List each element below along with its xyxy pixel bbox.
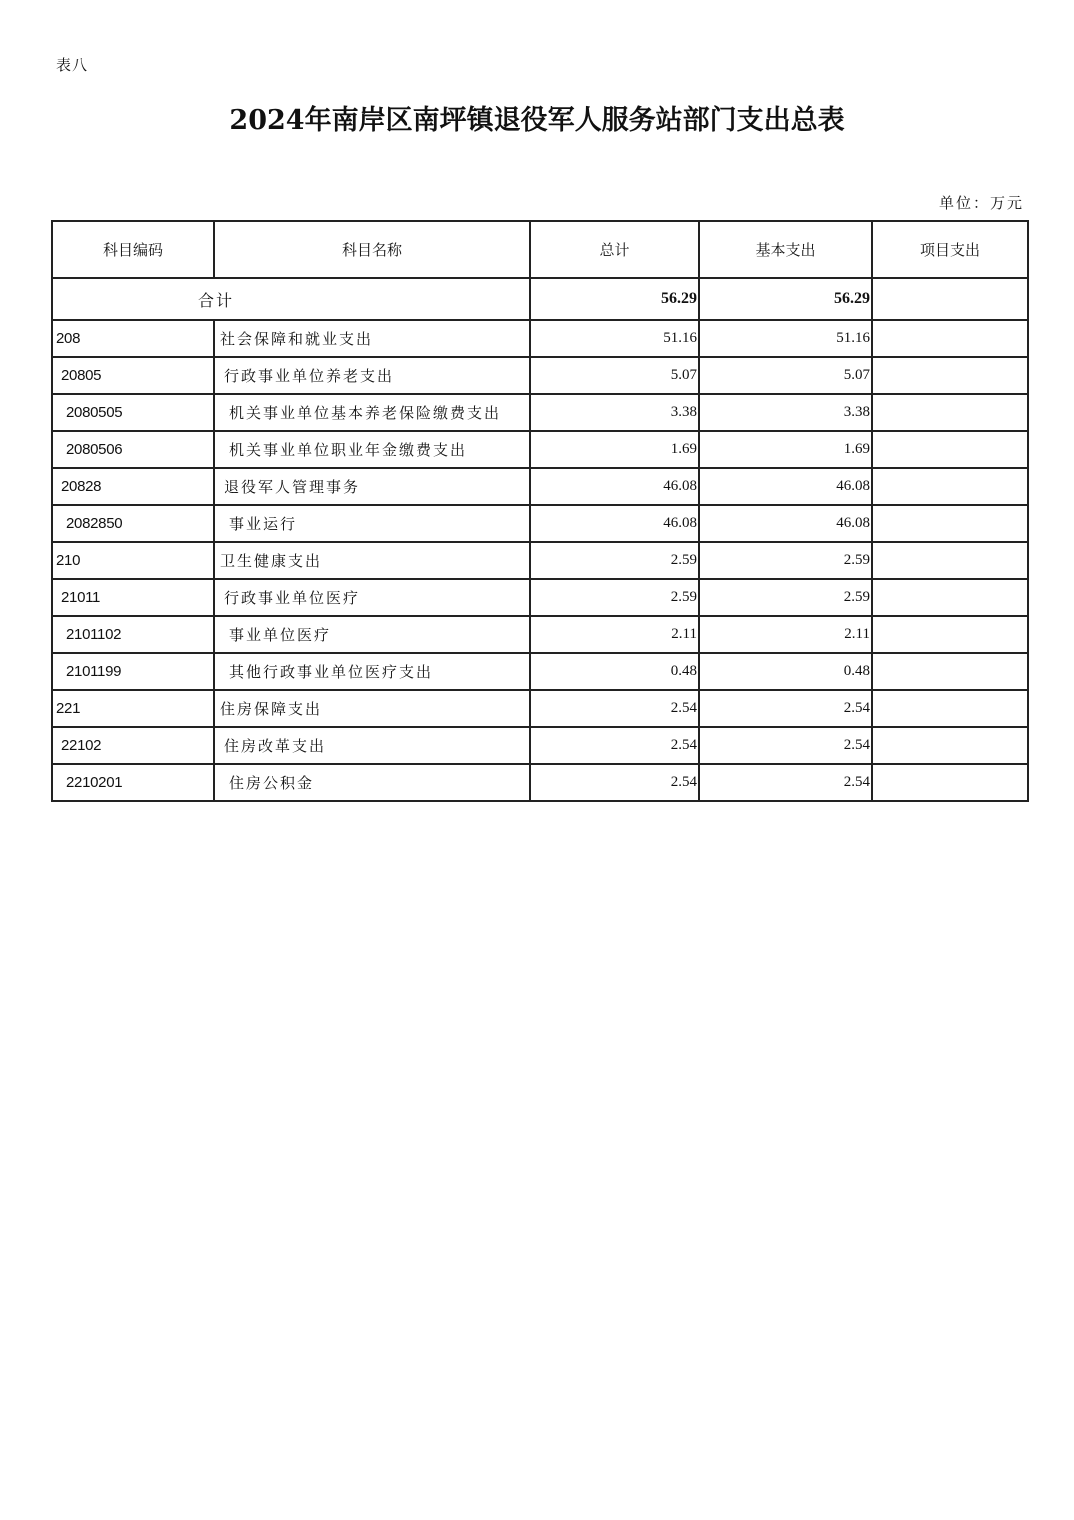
table-row <box>52 690 1028 727</box>
row-name: 住房公积金 <box>214 764 530 801</box>
table-row <box>52 653 1028 690</box>
row-total: 2.59 <box>530 579 699 616</box>
row-code: 21011 <box>52 579 214 616</box>
row-basic: 46.08 <box>699 468 872 505</box>
row-total: 51.16 <box>530 320 699 357</box>
row-code: 210 <box>52 542 214 579</box>
total-total-value: 56.29 <box>530 278 699 320</box>
row-basic: 5.07 <box>699 357 872 394</box>
row-project <box>872 727 1028 764</box>
row-basic: 2.59 <box>699 579 872 616</box>
row-code: 20805 <box>52 357 214 394</box>
row-name: 退役军人管理事务 <box>214 468 530 505</box>
row-total: 46.08 <box>530 468 699 505</box>
header-code: 科目编码 <box>52 221 214 278</box>
total-basic-value: 56.29 <box>699 278 872 320</box>
row-name: 社会保障和就业支出 <box>214 320 530 357</box>
row-total: 2.54 <box>530 727 699 764</box>
table-row <box>52 431 1028 468</box>
row-project <box>872 764 1028 801</box>
row-total: 2.54 <box>530 690 699 727</box>
row-name: 其他行政事业单位医疗支出 <box>214 653 530 690</box>
row-code: 2080506 <box>52 431 214 468</box>
row-basic: 2.54 <box>699 727 872 764</box>
row-basic: 2.54 <box>699 690 872 727</box>
table-row <box>52 616 1028 653</box>
row-name: 卫生健康支出 <box>214 542 530 579</box>
row-total: 3.38 <box>530 394 699 431</box>
row-project <box>872 431 1028 468</box>
header-row <box>52 221 1028 278</box>
table-row <box>52 394 1028 431</box>
row-total: 2.59 <box>530 542 699 579</box>
header-total: 总计 <box>530 221 699 278</box>
total-label: 合计 <box>52 278 530 320</box>
row-basic: 2.54 <box>699 764 872 801</box>
page-title: 2024年南岸区南坪镇退役军人服务站部门支出总表 <box>229 105 845 136</box>
row-code: 2101102 <box>52 616 214 653</box>
row-name: 机关事业单位基本养老保险缴费支出 <box>214 394 530 431</box>
row-project <box>872 653 1028 690</box>
row-name: 住房改革支出 <box>214 727 530 764</box>
row-code: 22102 <box>52 727 214 764</box>
row-code: 2080505 <box>52 394 214 431</box>
row-code: 20828 <box>52 468 214 505</box>
row-code: 2210201 <box>52 764 214 801</box>
row-code: 221 <box>52 690 214 727</box>
row-project <box>872 320 1028 357</box>
table-row <box>52 764 1028 801</box>
row-basic: 46.08 <box>699 505 872 542</box>
table-row <box>52 357 1028 394</box>
row-project <box>872 505 1028 542</box>
row-project <box>872 542 1028 579</box>
row-name: 机关事业单位职业年金缴费支出 <box>214 431 530 468</box>
row-project <box>872 468 1028 505</box>
row-total: 5.07 <box>530 357 699 394</box>
row-total: 2.54 <box>530 764 699 801</box>
row-total: 46.08 <box>530 505 699 542</box>
row-project <box>872 579 1028 616</box>
row-project <box>872 616 1028 653</box>
total-project-value <box>872 278 1028 320</box>
header-project: 项目支出 <box>872 221 1028 278</box>
table-number-label: 表八 <box>56 56 89 74</box>
row-basic: 2.59 <box>699 542 872 579</box>
row-code: 2101199 <box>52 653 214 690</box>
row-basic: 2.11 <box>699 616 872 653</box>
row-name: 事业单位医疗 <box>214 616 530 653</box>
row-basic: 0.48 <box>699 653 872 690</box>
row-code: 2082850 <box>52 505 214 542</box>
row-basic: 1.69 <box>699 431 872 468</box>
row-project <box>872 394 1028 431</box>
row-basic: 51.16 <box>699 320 872 357</box>
unit-label: 单位：万元 <box>938 194 1024 212</box>
row-name: 事业运行 <box>214 505 530 542</box>
row-total: 2.11 <box>530 616 699 653</box>
table-row <box>52 320 1028 357</box>
row-name: 住房保障支出 <box>214 690 530 727</box>
header-name: 科目名称 <box>214 221 530 278</box>
total-row <box>52 278 1028 320</box>
row-total: 1.69 <box>530 431 699 468</box>
row-name: 行政事业单位医疗 <box>214 579 530 616</box>
expenditure-table <box>51 220 1029 802</box>
row-name: 行政事业单位养老支出 <box>214 357 530 394</box>
row-basic: 3.38 <box>699 394 872 431</box>
table-row <box>52 579 1028 616</box>
row-code: 208 <box>52 320 214 357</box>
table-row <box>52 468 1028 505</box>
table-row <box>52 542 1028 579</box>
row-total: 0.48 <box>530 653 699 690</box>
row-project <box>872 690 1028 727</box>
table-row <box>52 727 1028 764</box>
header-basic: 基本支出 <box>699 221 872 278</box>
row-project <box>872 357 1028 394</box>
table-row <box>52 505 1028 542</box>
